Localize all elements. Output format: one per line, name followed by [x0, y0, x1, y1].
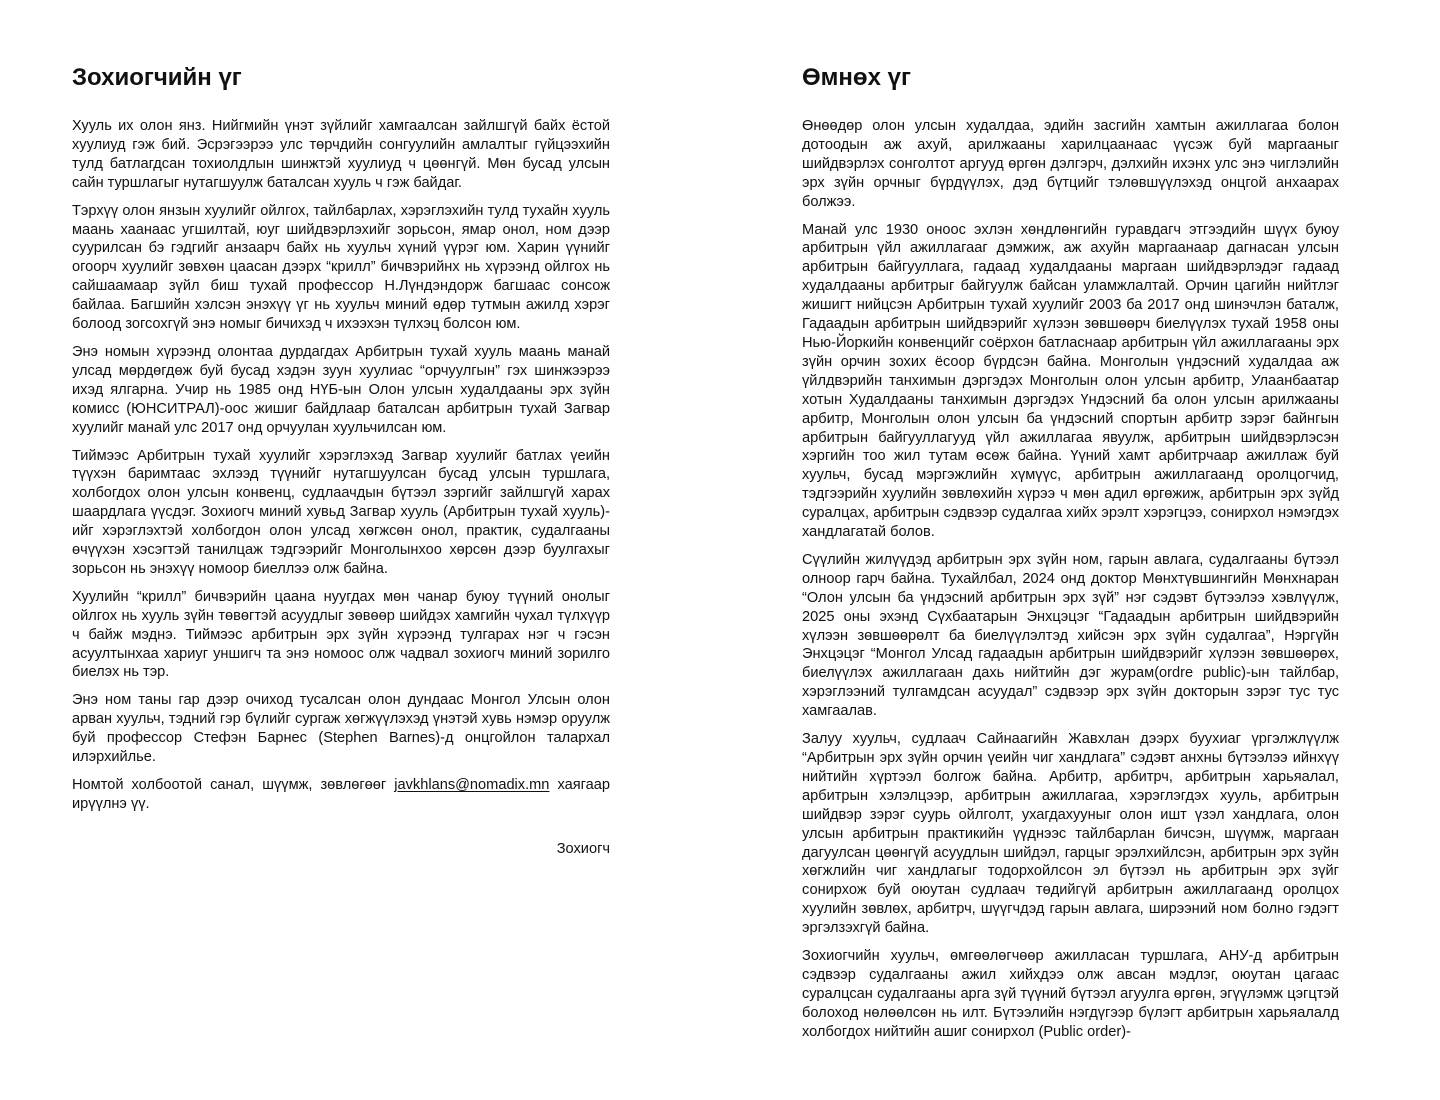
page-title: Зохиогчийн үг [72, 64, 242, 91]
left-page [72, 0, 610, 1100]
paragraph: Энэ номын хүрээнд олонтаа дурдагдах Арбитрын тухай хууль маань манай улсад мөрдөгдөж буй бусад хэдэн зуун хуулиас “орчуулгын” гэх шинжээрээ ихэд ялгарна. Учир нь 1985 онд НҮБ-ын Олон улсын худалдааны эрх зүйн комисс (ЮНСИТРАЛ)-оос жишиг байдлаар баталсан арбитрын тухай Загвар хуулийг манай улс 2017 онд орчуулан хуульчилсан юм. [72, 343, 610, 436]
paragraph: Хуулийн “крилл” бичвэрийн цаана нуугдах мөн чанар буюу түүний онолыг ойлгох нь хууль зүйн төвөгтэй асуудлыг зөвөөр шийдэх хамгийн чухал түлхүүр ч байж мэднэ. Тиймээс арбитрын эрх зүйн хүрээнд тулгарах нэг ч гэсэн асуултынхаа хариуг уншигч та энэ номоос олж чадвал зохиогч миний зорилго биелэх нь тэр. [72, 588, 610, 681]
paragraph: Залуу хуульч, судлаач Сайнаагийн Жавхлан дээрх буухиаг үргэлжлүүлж “Арбитрын эрх зүйн орчин үеийн чиг хандлага” сэдэвт анхны бүтээлээ ийнхүү нийтийн хүртээл болгож байна. Арбитр, арбитрч, арбитрын харьяалал, арбитрын хэлэлцээр, арбитрын ажиллагаа, хэрэглэгдэх хууль, арбитрын шийдвэр зэрэг суурь ойлголт, ухагдахууныг олон ишт үзэл хандлага, олон улсын арбитрын практикийн үүднээс тайлбарлан бичсэн, шүүмж, маргаан дагуулсан цөөнгүй асуудлын шийдэл, гарцыг эрэлхийлсэн, арбитрын эрх зүйн хөгжлийн чиг хандлагыг тодорхойлсон эл бүтээл нь арбитрын эрх зүйг сонирхож буй оюутан судлаач төдийгүй арбитрын ажиллагаанд оролцох хуулийн зөвлөх, арбитрч, шүүгчдэд гарын авлага, ширээний ном болно гэдэгт эргэлзэхгүй байна. [802, 731, 1339, 937]
right-page-body [802, 117, 1339, 1051]
paragraph: Энэ ном таны гар дээр очиход тусалсан олон дундаас Монгол Улсын олон арван хуульч, тэдний гэр бүлийг сургаж хөгжүүлэхэд үнэтэй хувь нэмэр оруулж буй профессор Стефэн Барнес (Stephen Barnes)-д онцгойлон талархал илэрхийлье. [72, 692, 610, 766]
left-page-body [72, 117, 610, 859]
contact-email-link[interactable]: javkhlans@nomadix.mn [394, 777, 550, 793]
contact-text-before: Номтой холбоотой санал, шүүмж, зөвлөгөөг [72, 777, 395, 793]
paragraph: Тэрхүү олон янзын хуулийг ойлгох, тайлбарлах, хэрэглэхийн тулд тухайн хууль маань хаанаас угшилтай, юуг шийдвэрлэхийг зорьсон, ямар онол, ном дээр суурилсан бэ гэдгийг анзаарч байх нь хуульч хүний үүрэг юм. Харин үүнийг огоорч хуулийг зөвхөн цаасан дээрх “крилл” бичвэрийнх нь хүрээнд ойлгох нь сайшаамаар зүйл биш тухай профессор Н.Лүндэндорж багшаас сонсож байлаа. Багшийн хэлсэн энэхүү үг нь хуульч миний өдөр тутмын ажилд хэрэг болоод зогсохгүй энэ номыг бичихэд ч ихээхэн түлхэц болсон юм. [72, 202, 610, 333]
paragraph: Зохиогчийн хуульч, өмгөөлөгчөөр ажилласан туршлага, АНУ-д арбитрын сэдвээр судалгааны ажил хийхдээ олж авсан мэдлэг, оюутан цагаас суралцсан судалгааны арга зүй түүний бүтээл агуулга өргөн, эгүүлэмж цэгцтэй болоход нөлөөлсөн нь илт. Бүтээлийн нэгдүгээр бүлэгт арбитрын харьяалалд холбогдох нийтийн ашиг сонирхол (Public order)- [802, 948, 1339, 1040]
contact-paragraph [72, 776, 610, 814]
paragraph: Хууль их олон янз. Нийгмийн үнэт зүйлийг хамгаалсан зайлшгүй байх ёстой хуулиуд гэж бий. Эсрэгээрээ улс төрчдийн сонгуулийн амлалтыг гүйцээхийн тулд батлагдсан тохиолдлын шинжтэй хуулиуд ч цөөнгүй. Мөн бусад улсын сайн туршлагыг нутагшуулж баталсан хууль ч гэж байдаг. [72, 118, 610, 191]
paragraph: Сүүлийн жилүүдэд арбитрын эрх зүйн ном, гарын авлага, судалгааны бүтээл олноор гарч байна. Тухайлбал, 2024 онд доктор Мөнхтүвшингийн Мөнхнаран “Олон улсын ба үндэсний арбитрын эрх зүй” нэг сэдэвт бүтээлээ хэвлүүлж, 2025 оны эхэнд Сүхбаатарын Энхцэцэг “Гадаадын арбитрын шийдвэрийн хүлээн зөвшөөрөлт ба биелүүлэлтэд хийсэн эрх зүйн судалгаа”, Нэргүйн Энхцэцэг “Монгол Улсад гадаадын арбитрын шийдвэрийг хүлээн зөвшөөрөх, биелүүлэх ажиллагаан дахь нийтийн дэг журам(ordre public)-ын тайлбар, хэрэглээний тулгамдсан асуудал” сэдвээр эрх зүйн докторын зэрэг тус тус хамгаалав. [802, 551, 1339, 720]
contact-text-after: хаягаар ирүүлнэ үү. [72, 777, 610, 812]
paragraph: Манай улс 1930 оноос эхлэн хөндлөнгийн гуравдагч этгээдийн шүүх буюу арбитрын үйл ажиллагааг дэмжиж, аж ахуйн маргаанаар дагнасан улсын арбитрын байгууллага, гадаад худалдааны маргаан шийдвэрлэдэг гадаад худалдааны арбитрыг байгуулж байсан уламжлалтай. Орчин цагийн нийтлэг жишигт нийцсэн Арбитрын тухай хуулийг 2003 ба 2017 онд шинэчлэн баталж, Гадаадын арбитрын шийдвэрийг хүлээн зөвшөөрч биелүүлэх тухай 1958 оны Нью-Йоркийн конвенцийг соёрхон батласнаар арбитрын үйл ажиллагааны эрх зүйн орчин зохих ёсоор бүрдсэн байна. Монголын үндэсний худалдаа аж үйлдвэрийн танхимын дэргэдэх Монголын олон улсын арбитр, Улаанбаатар хотын Худалдааны танхимын дэргэдэх Үндэсний ба олон улсын арилжааны арбитр, Монголын олон улсын ба үндэсний спортын арбитр зэрэг байнгын арбитрын байгууллагууд үйл ажиллагаа явуулж, арбитрын шийдвэрлэсэн хэргийн тоо жил тутам өсөж байна. Үүний хамт арбитрчаар ажиллаж буй хуульч, бусад мэргэжлийн хүмүүс, арбитрын ажиллагаанд оролцогчид, тэдгээрийн хуулийн зөвлөхийн хүрээ ч мөн адил өргөжиж, арбитрын эрх зүйд суралцах, арбитрын сэдвээр судалгаа хийх эрэлт хэрэгцээ, сонирхол нэмэгдэх хандлагатай болов. [802, 221, 1339, 541]
author-signature: Зохиогч [556, 840, 610, 857]
right-page [802, 0, 1339, 1100]
page-title: Өмнөх үг [802, 64, 911, 91]
paragraph: Өнөөдөр олон улсын худалдаа, эдийн засгийн хамтын ажиллагаа болон дотоодын аж ахуй, арилжааны харилцаанаас үүсэж буй маргааныг шийдвэрлэх сонголтот аргууд өргөн дэлгэрч, дэлхийн ихэнх улс энэ чиглэлийн эрх зүйн орчныг бүрдүүлэх, дэд бүтцийг тэлөвшүүлэхэд онцгой анхаарах болжээ. [802, 118, 1339, 210]
paragraph: Тиймээс Арбитрын тухай хуулийг хэрэглэхэд Загвар хуулийг батлах үеийн түүхэн баримтаас эхлээд түүнийг нутагшуулсан бусад улсын туршлага, холбогдох олон улсын конвенц, судлаачдын бүтээл зэргийг зайлшгүй харах шаардлага үүсдэг. Зохиогч миний хувьд Загвар хууль (Арбитрын тухай хууль)-ийг хэрэглэхтэй холбогдон олон улсад хөгжсөн онол, практик, судалгааны өчүүхэн хэсэгтэй танилцаж тэдгээрийг Монголынхоо хөрсөн дээр буулгахыг зорьсон нь энэхүү номоор биеллээ олж байна. [72, 447, 610, 577]
